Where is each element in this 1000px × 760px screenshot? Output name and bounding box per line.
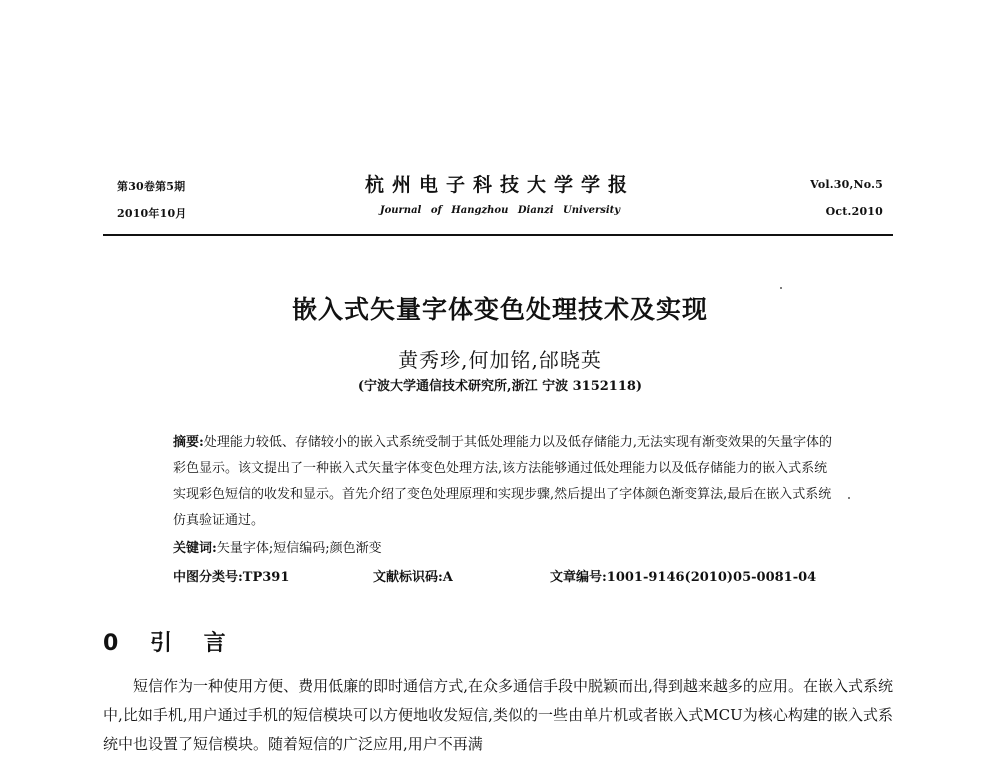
classification-line bbox=[173, 566, 833, 585]
abstract-label: 摘要: bbox=[173, 435, 204, 450]
date-en: Oct.2010 bbox=[825, 205, 883, 218]
keywords-line bbox=[173, 537, 833, 556]
scan-speck bbox=[780, 287, 782, 289]
article-title: 嵌入式矢量字体变色处理技术及实现 bbox=[291, 295, 708, 324]
scan-speck bbox=[848, 497, 850, 499]
date-cn: 2010年10月 bbox=[117, 207, 187, 220]
article-authors: 黄秀珍,何加铭,邰晓英 bbox=[398, 348, 602, 372]
abstract-text: 处理能力较低、存储较小的嵌入式系统受制于其低处理能力以及低存储能力,无法实现有渐变效果的矢量字体的彩色显示。该文提出了一种嵌入式矢量字体变色处理方法,该方法能够通过低处理能力以及低存储能力的嵌入式系统实现彩色短信的收发和显示。首先介绍了变色处理原理和实现步骤,然后提出了字体颜色渐变算法,最后在嵌入式系统仿真验证通过。 bbox=[173, 435, 832, 528]
volume-issue-cn: 第30卷第5期 bbox=[117, 180, 186, 193]
abstract bbox=[173, 430, 833, 534]
clc-number: 中图分类号:TP391 bbox=[173, 570, 290, 585]
keywords-text: 矢量字体;短信编码;颜色渐变 bbox=[216, 541, 382, 556]
section-heading: 0 引 言 bbox=[103, 631, 238, 656]
body-text bbox=[103, 672, 893, 759]
volume-issue-en: Vol.30,No.5 bbox=[810, 178, 883, 191]
journal-title-cn: 杭州电子科技大学学报 bbox=[364, 174, 635, 196]
header-rule bbox=[103, 234, 893, 236]
article-number: 文章编号:1001-9146(2010)05-0081-04 bbox=[550, 570, 817, 585]
document-code: 文献标识码:A bbox=[373, 570, 453, 585]
keywords-label: 关键词: bbox=[173, 541, 217, 556]
journal-title-en: Journal of Hangzhou Dianzi University bbox=[379, 205, 621, 216]
author-affiliation: (宁波大学通信技术研究所,浙江 宁波 3152118) bbox=[357, 379, 643, 394]
body-paragraph: 短信作为一种使用方便、费用低廉的即时通信方式,在众多通信手段中脱颖而出,得到越来越多的应用。在嵌入式系统中,比如手机,用户通过手机的短信模块可以方便地收发短信,类似的一些由单片机或者嵌入式MCU为核心构建的嵌入式系统中也设置了短信模块。随着短信的广泛应用,用户不再满 bbox=[103, 677, 893, 753]
